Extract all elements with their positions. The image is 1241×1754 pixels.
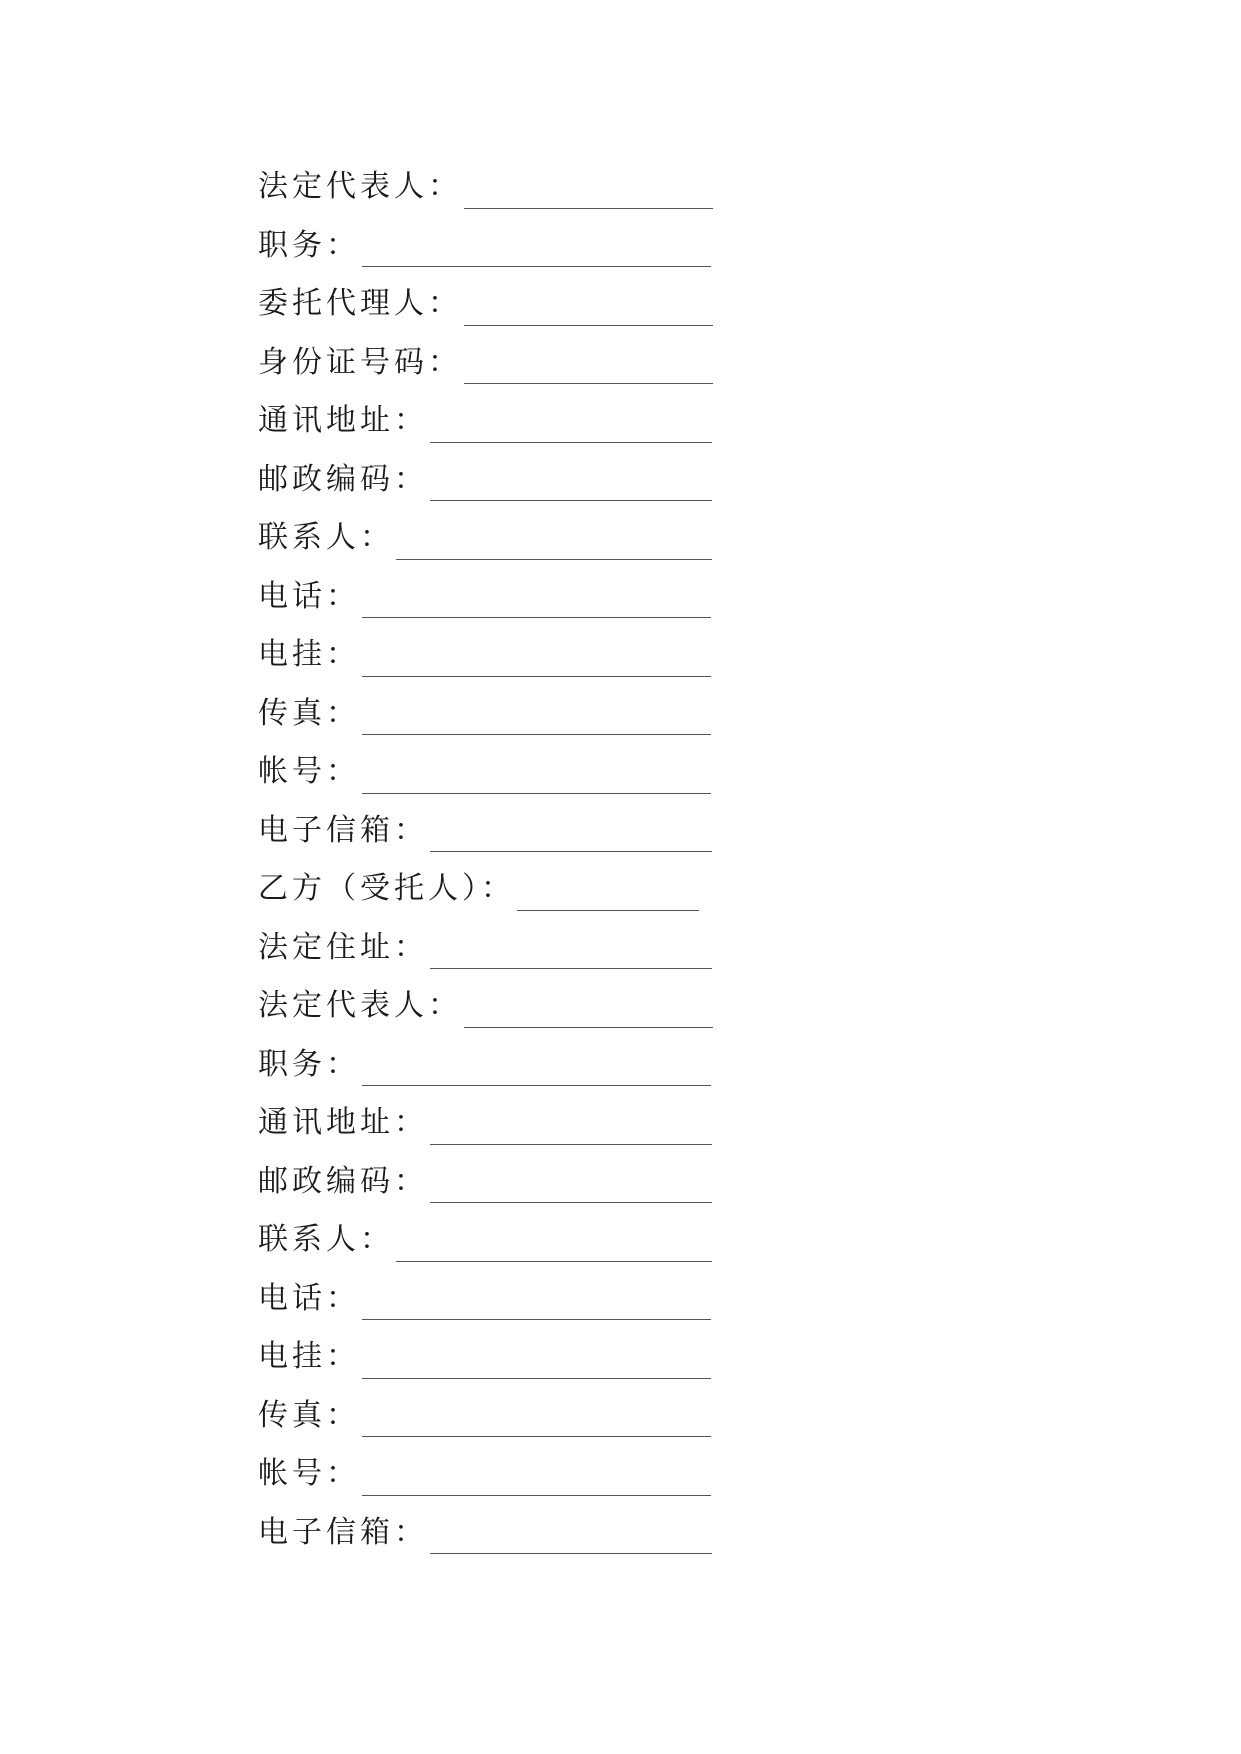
field-row (258, 1387, 718, 1446)
field-row (258, 1094, 718, 1153)
field-row (258, 977, 718, 1036)
blank-line (464, 1005, 713, 1028)
field-label: 传真： (258, 695, 360, 731)
field-label: 邮政编码： (258, 461, 428, 497)
blank-line (464, 186, 713, 209)
blank-line (430, 1531, 712, 1554)
blank-line (362, 1297, 711, 1320)
field-label: 电子信箱： (258, 812, 428, 848)
blank-line (362, 654, 711, 677)
field-label: 通讯地址： (258, 1105, 428, 1141)
field-label: 电话： (258, 578, 360, 614)
blank-line (430, 1122, 712, 1145)
field-label: 帐号： (258, 754, 360, 790)
field-label: 联系人： (258, 1222, 394, 1258)
field-label: 联系人： (258, 520, 394, 556)
blank-line (430, 946, 712, 969)
blank-line (430, 1180, 712, 1203)
blank-line (362, 1063, 711, 1086)
field-row (258, 1153, 718, 1212)
field-label: 法定代表人： (258, 169, 462, 205)
field-row (258, 1504, 718, 1563)
field-label: 通讯地址： (258, 403, 428, 439)
field-row (258, 919, 718, 978)
blank-line (517, 888, 699, 911)
field-label: 委托代理人： (258, 286, 462, 322)
field-label: 电挂： (258, 637, 360, 673)
blank-line (362, 1356, 711, 1379)
field-row (258, 685, 718, 744)
field-row (258, 1036, 718, 1095)
field-label: 职务： (258, 227, 360, 263)
field-label: 电话： (258, 1280, 360, 1316)
blank-line (430, 829, 712, 852)
field-row (258, 275, 718, 334)
blank-line (362, 771, 711, 794)
blank-line (362, 595, 711, 618)
field-row (258, 1328, 718, 1387)
field-row (258, 743, 718, 802)
blank-line (464, 361, 713, 384)
blank-line (362, 1473, 711, 1496)
blank-line (430, 420, 712, 443)
field-row (258, 1445, 718, 1504)
field-row (258, 1211, 718, 1270)
field-row (258, 392, 718, 451)
blank-line (396, 537, 712, 560)
field-row (258, 451, 718, 510)
blank-line (464, 303, 713, 326)
blank-line (362, 244, 711, 267)
field-label: 电挂： (258, 1339, 360, 1375)
field-row (258, 217, 718, 276)
field-row (258, 568, 718, 627)
field-label: 法定住址： (258, 929, 428, 965)
field-row (258, 334, 718, 393)
field-row (258, 509, 718, 568)
blank-line (396, 1239, 712, 1262)
blank-line (362, 712, 711, 735)
field-label: 身份证号码： (258, 344, 462, 380)
field-row (258, 802, 718, 861)
field-label: 邮政编码： (258, 1163, 428, 1199)
field-label: 法定代表人： (258, 988, 462, 1024)
field-label: 电子信箱： (258, 1514, 428, 1550)
field-label: 乙方（受托人）： (258, 871, 515, 907)
field-label: 传真： (258, 1397, 360, 1433)
field-row (258, 158, 718, 217)
field-row (258, 860, 718, 919)
field-label: 职务： (258, 1046, 360, 1082)
blank-line (430, 478, 712, 501)
field-label: 帐号： (258, 1456, 360, 1492)
blank-line (362, 1414, 711, 1437)
field-row (258, 1270, 718, 1329)
contract-party-form (258, 158, 718, 1562)
field-row (258, 626, 718, 685)
